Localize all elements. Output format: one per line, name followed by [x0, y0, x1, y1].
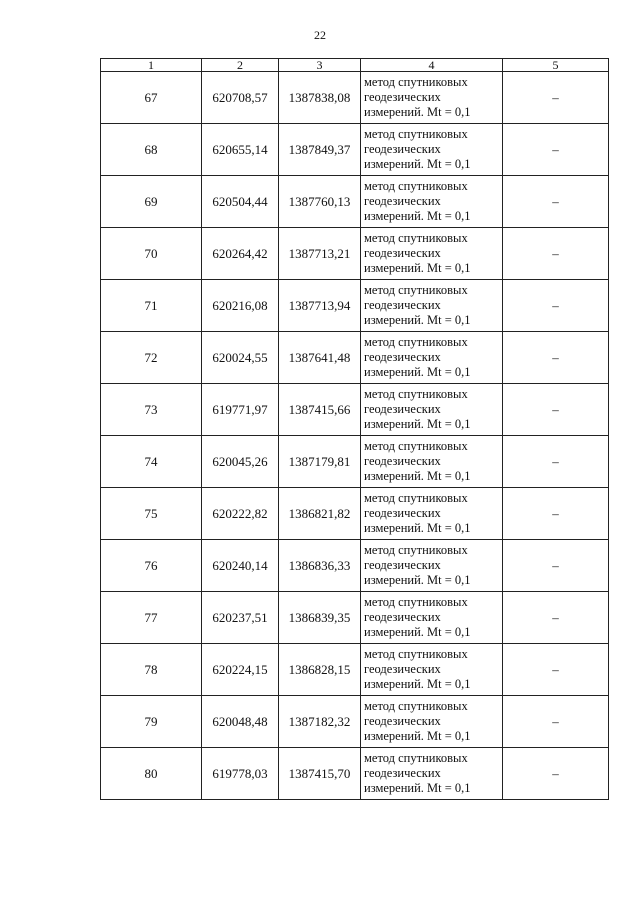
method-cell [361, 72, 503, 124]
method-line: метод спутниковых [364, 595, 468, 609]
header-cell-5: 5 [503, 59, 609, 72]
y-coordinate-cell: 1387838,08 [279, 72, 361, 124]
column-5-cell: – [503, 72, 609, 124]
method-line: геодезических [364, 506, 441, 520]
table-row [101, 280, 609, 332]
y-coordinate-cell: 1387713,21 [279, 228, 361, 280]
method-line: геодезических [364, 90, 441, 104]
table-row [101, 228, 609, 280]
method-cell [361, 748, 503, 800]
y-coordinate-cell: 1386836,33 [279, 540, 361, 592]
point-number-cell: 79 [101, 696, 202, 748]
y-coordinate-cell: 1386821,82 [279, 488, 361, 540]
method-line: измерений. Mt = 0,1 [364, 781, 471, 795]
method-cell [361, 176, 503, 228]
x-coordinate-cell: 620708,57 [202, 72, 279, 124]
table-row [101, 124, 609, 176]
method-line: измерений. Mt = 0,1 [364, 365, 471, 379]
y-coordinate-cell: 1387713,94 [279, 280, 361, 332]
point-number-cell: 74 [101, 436, 202, 488]
y-coordinate-cell: 1387760,13 [279, 176, 361, 228]
method-line: метод спутниковых [364, 335, 468, 349]
y-coordinate-cell: 1387641,48 [279, 332, 361, 384]
method-line: метод спутниковых [364, 283, 468, 297]
table-row [101, 592, 609, 644]
method-line: метод спутниковых [364, 439, 468, 453]
x-coordinate-cell: 620240,14 [202, 540, 279, 592]
method-cell [361, 384, 503, 436]
column-5-cell: – [503, 280, 609, 332]
table-header-row [101, 59, 609, 72]
x-coordinate-cell: 620222,82 [202, 488, 279, 540]
column-5-cell: – [503, 176, 609, 228]
x-coordinate-cell: 620024,55 [202, 332, 279, 384]
method-line: метод спутниковых [364, 647, 468, 661]
table-row [101, 176, 609, 228]
page-number: 22 [314, 28, 326, 42]
point-number-cell: 75 [101, 488, 202, 540]
method-line: геодезических [364, 610, 441, 624]
method-cell [361, 280, 503, 332]
method-line: геодезических [364, 194, 441, 208]
table-row [101, 72, 609, 124]
y-coordinate-cell: 1387849,37 [279, 124, 361, 176]
method-line: метод спутниковых [364, 491, 468, 505]
table-row [101, 488, 609, 540]
table-row [101, 384, 609, 436]
x-coordinate-cell: 620504,44 [202, 176, 279, 228]
method-line: измерений. Mt = 0,1 [364, 729, 471, 743]
method-cell [361, 228, 503, 280]
method-line: метод спутниковых [364, 387, 468, 401]
table-row [101, 332, 609, 384]
x-coordinate-cell: 620264,42 [202, 228, 279, 280]
x-coordinate-cell: 620655,14 [202, 124, 279, 176]
point-number-cell: 78 [101, 644, 202, 696]
method-cell [361, 644, 503, 696]
point-number-cell: 77 [101, 592, 202, 644]
method-line: метод спутниковых [364, 751, 468, 765]
method-line: метод спутниковых [364, 231, 468, 245]
y-coordinate-cell: 1387415,70 [279, 748, 361, 800]
method-line: метод спутниковых [364, 127, 468, 141]
method-line: измерений. Mt = 0,1 [364, 677, 471, 691]
header-cell-4: 4 [361, 59, 503, 72]
point-number-cell: 67 [101, 72, 202, 124]
method-line: измерений. Mt = 0,1 [364, 469, 471, 483]
method-line: геодезических [364, 766, 441, 780]
method-line: геодезических [364, 142, 441, 156]
x-coordinate-cell: 620237,51 [202, 592, 279, 644]
method-line: метод спутниковых [364, 179, 468, 193]
header-cell-1: 1 [101, 59, 202, 72]
method-line: метод спутниковых [364, 699, 468, 713]
method-line: измерений. Mt = 0,1 [364, 313, 471, 327]
column-5-cell: – [503, 384, 609, 436]
header-cell-3: 3 [279, 59, 361, 72]
column-5-cell: – [503, 332, 609, 384]
table-row [101, 540, 609, 592]
header-cell-2: 2 [202, 59, 279, 72]
method-line: измерений. Mt = 0,1 [364, 521, 471, 535]
method-cell [361, 124, 503, 176]
method-line: геодезических [364, 246, 441, 260]
y-coordinate-cell: 1387415,66 [279, 384, 361, 436]
point-number-cell: 71 [101, 280, 202, 332]
method-line: геодезических [364, 298, 441, 312]
method-line: геодезических [364, 558, 441, 572]
table-row [101, 696, 609, 748]
method-cell [361, 696, 503, 748]
point-number-cell: 69 [101, 176, 202, 228]
method-line: геодезических [364, 662, 441, 676]
column-5-cell: – [503, 228, 609, 280]
x-coordinate-cell: 620048,48 [202, 696, 279, 748]
table-row [101, 644, 609, 696]
x-coordinate-cell: 620216,08 [202, 280, 279, 332]
point-number-cell: 80 [101, 748, 202, 800]
x-coordinate-cell: 619778,03 [202, 748, 279, 800]
y-coordinate-cell: 1387179,81 [279, 436, 361, 488]
method-cell [361, 488, 503, 540]
coordinates-table [100, 58, 609, 800]
method-line: измерений. Mt = 0,1 [364, 209, 471, 223]
point-number-cell: 68 [101, 124, 202, 176]
column-5-cell: – [503, 124, 609, 176]
method-line: геодезических [364, 350, 441, 364]
method-line: геодезических [364, 714, 441, 728]
x-coordinate-cell: 620224,15 [202, 644, 279, 696]
point-number-cell: 73 [101, 384, 202, 436]
y-coordinate-cell: 1386828,15 [279, 644, 361, 696]
point-number-cell: 72 [101, 332, 202, 384]
x-coordinate-cell: 620045,26 [202, 436, 279, 488]
method-line: измерений. Mt = 0,1 [364, 625, 471, 639]
method-line: метод спутниковых [364, 543, 468, 557]
method-line: измерений. Mt = 0,1 [364, 157, 471, 171]
table-row [101, 748, 609, 800]
column-5-cell: – [503, 696, 609, 748]
y-coordinate-cell: 1387182,32 [279, 696, 361, 748]
column-5-cell: – [503, 436, 609, 488]
column-5-cell: – [503, 540, 609, 592]
column-5-cell: – [503, 592, 609, 644]
method-cell [361, 592, 503, 644]
method-line: измерений. Mt = 0,1 [364, 417, 471, 431]
y-coordinate-cell: 1386839,35 [279, 592, 361, 644]
method-cell [361, 332, 503, 384]
method-line: геодезических [364, 402, 441, 416]
point-number-cell: 76 [101, 540, 202, 592]
method-line: геодезических [364, 454, 441, 468]
method-cell [361, 436, 503, 488]
method-line: измерений. Mt = 0,1 [364, 261, 471, 275]
method-cell [361, 540, 503, 592]
point-number-cell: 70 [101, 228, 202, 280]
x-coordinate-cell: 619771,97 [202, 384, 279, 436]
column-5-cell: – [503, 644, 609, 696]
table-row [101, 436, 609, 488]
column-5-cell: – [503, 488, 609, 540]
method-line: измерений. Mt = 0,1 [364, 573, 471, 587]
method-line: метод спутниковых [364, 75, 468, 89]
column-5-cell: – [503, 748, 609, 800]
method-line: измерений. Mt = 0,1 [364, 105, 471, 119]
